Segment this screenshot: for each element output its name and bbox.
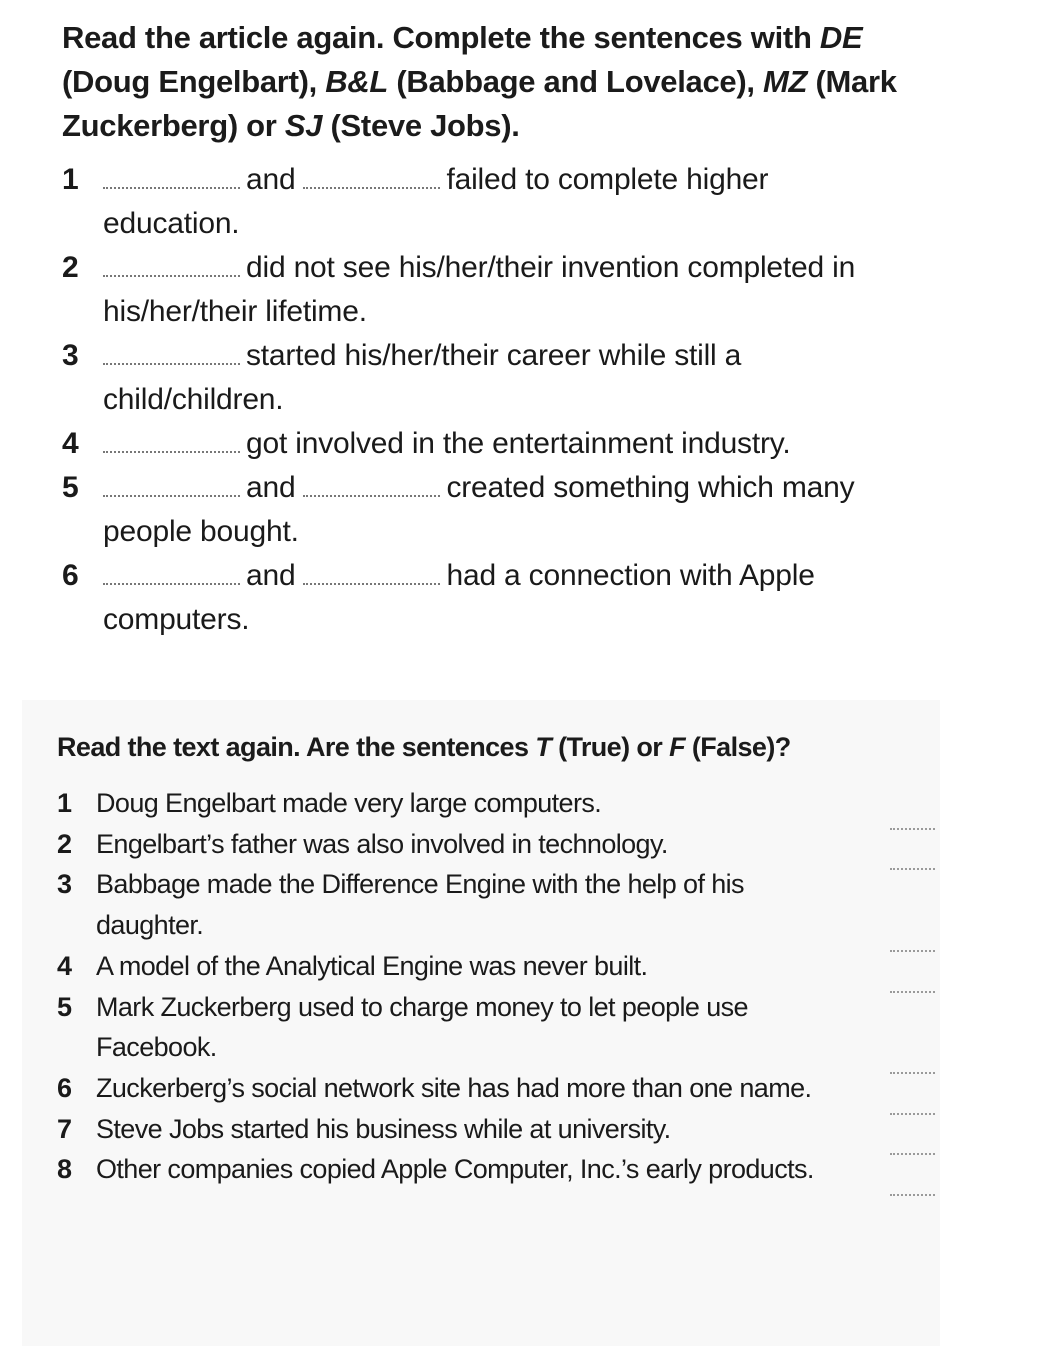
instruction-text: (Mark Zuckerberg) or <box>62 64 897 143</box>
connector-text: and <box>246 559 296 592</box>
statement-text: Other companies copied Apple Computer, Inc.’s early products. <box>96 1154 814 1185</box>
answer-blank[interactable] <box>303 557 440 585</box>
item-number: 5 <box>57 991 72 1022</box>
instruction-abbreviation: DE <box>819 20 863 55</box>
exercise-2-items <box>57 783 937 1190</box>
statement-text: Steve Jobs started his business while at university. <box>96 1113 671 1144</box>
true-false-answer-blank[interactable] <box>890 826 935 830</box>
item-number: 2 <box>57 828 72 859</box>
instruction-text: (True) or <box>551 732 670 762</box>
true-false-answer-blank[interactable] <box>890 866 935 870</box>
answer-blank[interactable] <box>303 469 440 497</box>
statement-item <box>57 1109 886 1150</box>
answer-blank[interactable] <box>103 557 240 585</box>
true-false-answer-blank[interactable] <box>890 1151 935 1155</box>
true-false-answer-blank[interactable] <box>890 989 935 993</box>
answer-blank[interactable] <box>103 249 240 277</box>
statement-text: Engelbart’s father was also involved in technology. <box>96 828 668 859</box>
instruction-abbreviation: B&L <box>325 64 389 99</box>
instruction-abbreviation: F <box>669 732 685 762</box>
answer-blank[interactable] <box>103 469 240 497</box>
statement-text: Babbage made the Difference Engine with the help of his daughter. <box>96 869 744 941</box>
answer-blank[interactable] <box>303 161 440 189</box>
exercise-complete-sentences <box>62 16 902 642</box>
instruction-text: (Steve Jobs). <box>322 108 520 143</box>
true-false-answer-blank[interactable] <box>890 1070 935 1074</box>
sentence-text: did not see his/her/their invention completed in his/her/their lifetime. <box>103 251 856 328</box>
statement-item <box>57 783 886 824</box>
sentence-text: failed to complete higher education. <box>103 163 769 240</box>
statement-item <box>57 946 886 987</box>
sentence-item <box>62 334 902 422</box>
statement-text: Doug Engelbart made very large computers. <box>96 788 602 818</box>
sentence-item <box>62 466 902 554</box>
sentence-item <box>62 422 902 466</box>
sentence-item <box>62 246 902 334</box>
item-number: 3 <box>62 339 79 372</box>
exercise-1-instruction <box>62 16 902 148</box>
true-false-answer-blank[interactable] <box>890 1192 935 1196</box>
exercise-2-instruction <box>57 723 937 771</box>
item-number: 1 <box>62 163 79 196</box>
sentence-text: started his/her/their career while still a child/children. <box>103 339 742 416</box>
item-number: 4 <box>62 427 79 460</box>
instruction-abbreviation: T <box>535 732 552 762</box>
item-number: 2 <box>62 251 79 284</box>
statement-item <box>57 1149 886 1190</box>
sentence-text: created something which many people bought. <box>103 471 855 548</box>
true-false-answer-blank[interactable] <box>890 948 935 952</box>
instruction-text: (False)? <box>684 732 791 762</box>
item-number: 6 <box>62 559 79 592</box>
instruction-abbreviation: SJ <box>284 108 323 143</box>
statement-item <box>57 824 886 865</box>
item-number: 3 <box>57 869 72 900</box>
true-false-answer-blank[interactable] <box>890 1111 935 1115</box>
item-number: 4 <box>57 950 72 981</box>
statement-item <box>57 864 886 945</box>
item-number: 5 <box>62 471 79 504</box>
sentence-item <box>62 554 902 642</box>
statement-item <box>57 987 886 1068</box>
sentence-text: got involved in the entertainment industry. <box>246 427 791 460</box>
item-number: 6 <box>57 1072 72 1103</box>
connector-text: and <box>246 471 296 504</box>
instruction-text: Read the text again. Are the sentences <box>57 732 536 762</box>
instruction-text: Read the article again. Complete the sentences with <box>62 20 820 55</box>
answer-blank[interactable] <box>103 161 240 189</box>
instruction-abbreviation: MZ <box>763 64 808 99</box>
item-number: 7 <box>57 1113 72 1144</box>
statement-text: Mark Zuckerberg used to charge money to let people use Facebook. <box>96 991 748 1063</box>
sentence-text: had a connection with Apple computers. <box>103 559 815 636</box>
sentence-item <box>62 158 902 246</box>
instruction-text: (Babbage and Lovelace), <box>388 64 763 99</box>
statement-item <box>57 1068 886 1109</box>
item-number: 1 <box>57 788 72 818</box>
exercise-true-false <box>57 723 937 1190</box>
item-number: 8 <box>57 1154 72 1185</box>
statement-text: Zuckerberg’s social network site has had more than one name. <box>96 1072 812 1103</box>
statement-text: A model of the Analytical Engine was never built. <box>96 950 648 981</box>
answer-blank[interactable] <box>103 425 240 453</box>
instruction-text: (Doug Engelbart), <box>62 64 326 99</box>
exercise-1-items <box>62 158 902 642</box>
answer-blank[interactable] <box>103 337 240 365</box>
connector-text: and <box>246 163 296 196</box>
